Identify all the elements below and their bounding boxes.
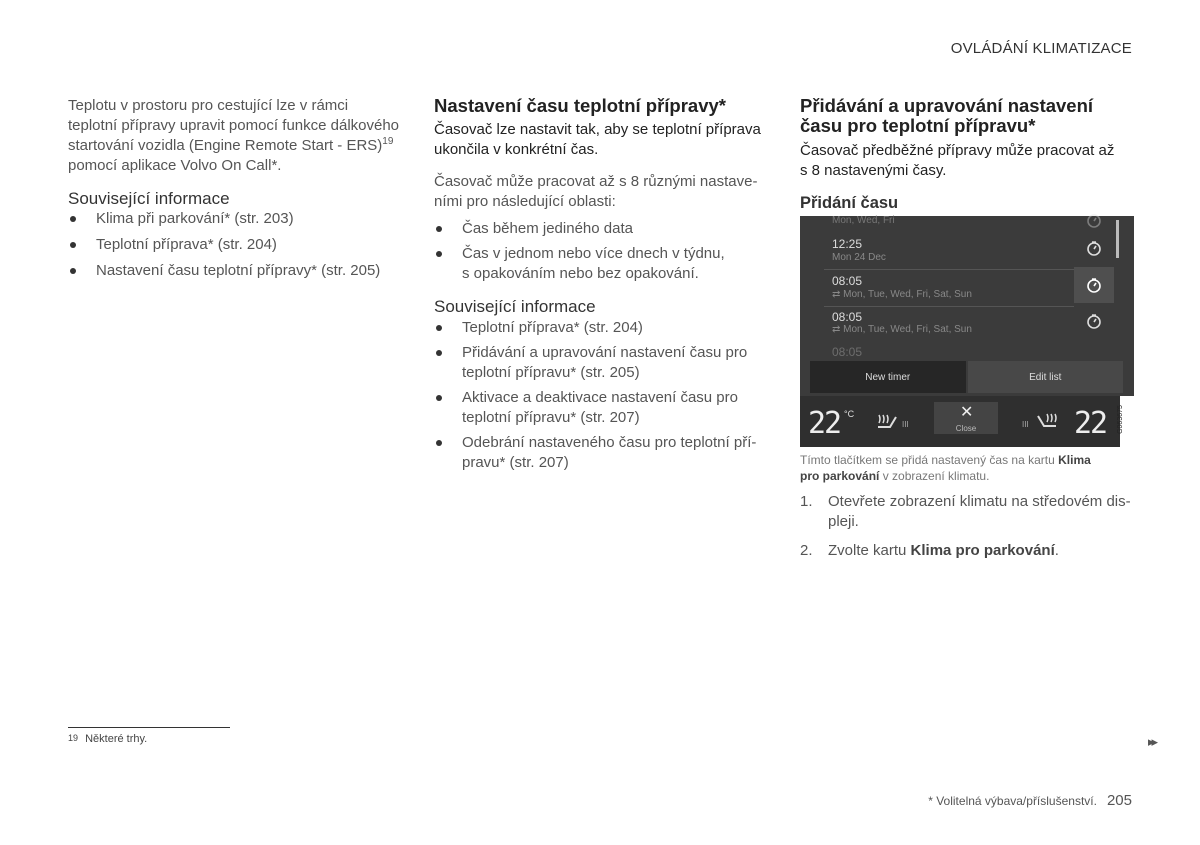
timer-time: 12:25 xyxy=(832,237,863,251)
temperature-right[interactable]: 22 xyxy=(1074,406,1107,441)
subtitle: Přidání času xyxy=(800,194,899,212)
related-link[interactable] xyxy=(434,343,764,383)
lead-line: s 8 nastavenými časy. xyxy=(800,162,947,179)
step-number: 1. xyxy=(800,493,813,510)
option-text: Čas během jediného data xyxy=(462,220,633,237)
related-link[interactable]: Klima při parkování* (str. 203) xyxy=(68,209,408,229)
footnote-number: 19 xyxy=(68,733,79,743)
section-title: Nastavení času teplotní přípravy* xyxy=(434,95,726,116)
climate-bar xyxy=(800,396,1134,447)
footnote xyxy=(68,733,147,745)
body-line: ními pro následující oblasti: xyxy=(434,193,616,210)
intro-line xyxy=(68,136,408,156)
footnote-ref: 19 xyxy=(382,136,394,147)
lead-line: Časovač předběžné přípravy může pracovat až xyxy=(800,142,1115,159)
caption-text: Tímto tlačítkem se přidá nastavený čas na kartu xyxy=(800,453,1059,467)
related-link[interactable] xyxy=(434,433,764,473)
footnote-divider xyxy=(68,727,230,728)
related-link[interactable]: Nastavení času teplotní přípravy* (str. 205) xyxy=(68,261,408,281)
option-item xyxy=(434,244,764,284)
timer-icon[interactable] xyxy=(1074,230,1114,266)
related-link[interactable] xyxy=(434,318,764,338)
new-timer-button[interactable]: New timer xyxy=(810,361,966,393)
timer-time: 08:05 xyxy=(832,345,863,359)
timer-days: Mon, Wed, Fri xyxy=(832,215,895,226)
related-link-text: teplotní přípravu* (str. 207) xyxy=(462,409,640,426)
option-text: s opakováním nebo bez opakování. xyxy=(462,265,699,282)
body-paragraph xyxy=(434,172,764,212)
close-button[interactable] xyxy=(934,402,998,434)
scrollbar[interactable] xyxy=(1116,220,1119,258)
close-label: Close xyxy=(955,424,977,433)
related-link-text: teplotní přípravu* (str. 205) xyxy=(462,364,640,381)
intro-line: Teplotu v prostoru pro cestující lze v rámci xyxy=(68,97,349,114)
lead-line: Časovač lze nastavit tak, aby se teplotní příprava xyxy=(434,121,761,138)
option-item xyxy=(434,219,764,239)
step-strong: Klima pro parkování xyxy=(910,542,1055,559)
intro-line: teplotní přípravy upravit pomocí funkce dálkového xyxy=(68,117,400,134)
body-line: Časovač může pracovat až s 8 různými nastave- xyxy=(434,173,758,190)
climate-screen-image xyxy=(800,216,1134,447)
divider xyxy=(824,306,1074,307)
step-text: pleji. xyxy=(828,513,859,530)
caption-strong: pro parkování xyxy=(800,469,880,483)
timer-days: Mon 24 Dec xyxy=(832,252,886,263)
related-list xyxy=(68,209,408,281)
step-text: Zvolte kartu xyxy=(828,542,911,559)
seat-level-right: III xyxy=(1022,420,1029,429)
image-code xyxy=(1116,396,1134,447)
related-title: Související informace xyxy=(68,189,230,208)
timer-time: 08:05 xyxy=(832,274,863,288)
section-title-line: času pro teplotní přípravu* xyxy=(800,115,1036,136)
page-number: 205 xyxy=(1106,792,1132,809)
option-text: Čas v jednom nebo více dnech v týdnu, xyxy=(462,245,725,262)
options-list xyxy=(434,219,764,284)
caption-text: v zobrazení klimatu. xyxy=(879,469,990,483)
temperature-unit: °C xyxy=(844,409,855,419)
optional-equipment-note: * Volitelná výbava/příslušenství. xyxy=(928,794,1097,808)
related-link[interactable] xyxy=(434,388,764,428)
lead-line: ukončila v konkrétní čas. xyxy=(434,141,599,158)
related-list xyxy=(434,318,764,473)
step-text: . xyxy=(1054,542,1059,559)
related-link[interactable]: Teplotní příprava* (str. 204) xyxy=(68,235,408,255)
step-number: 2. xyxy=(800,542,813,559)
related-link-text: pravu* (str. 207) xyxy=(462,454,569,471)
related-link-text: Přidávání a upravování nastavení času pro xyxy=(462,344,748,361)
timer-days: ⇄ Mon, Tue, Wed, Fri, Sat, Sun xyxy=(832,289,972,300)
intro-line: pomocí aplikace Volvo On Call*. xyxy=(68,157,282,174)
timer-icon[interactable] xyxy=(1074,267,1114,303)
seat-heat-icon[interactable] xyxy=(1034,410,1058,437)
step-item xyxy=(800,492,1135,532)
lead-paragraph xyxy=(800,141,1135,181)
timer-time: 08:05 xyxy=(832,310,863,324)
steps-list xyxy=(800,492,1135,561)
intro-paragraph xyxy=(68,96,408,176)
timer-button-bar xyxy=(810,361,1123,393)
related-title: Související informace xyxy=(434,297,596,316)
section-title-line: Přidávání a upravování nastavení xyxy=(800,95,1094,116)
page-footer xyxy=(928,792,1132,809)
intro-text: startování vozidla (Engine Remote Start - ERS) xyxy=(68,137,383,154)
close-icon: ✕ xyxy=(960,404,974,421)
temperature-left[interactable]: 22 xyxy=(808,406,841,441)
section-header: OVLÁDÁNÍ KLIMATIZACE xyxy=(950,40,1132,57)
footnote-text: Některé trhy. xyxy=(85,733,148,745)
seat-level-left: III xyxy=(902,420,909,429)
section-title xyxy=(800,96,1135,136)
image-caption xyxy=(800,452,1130,484)
timer-icon[interactable] xyxy=(1074,303,1114,339)
divider xyxy=(824,269,1074,270)
related-link-text: Odebrání nastaveného času pro teplotní pří- xyxy=(462,434,757,451)
seat-heat-icon[interactable] xyxy=(876,411,900,438)
lead-paragraph xyxy=(434,120,764,160)
next-page-icon[interactable]: ▸▸ xyxy=(1148,734,1156,749)
related-link-text: Aktivace a deaktivace nastavení času pro xyxy=(462,389,738,406)
caption-strong: Klima xyxy=(1058,453,1091,467)
step-text: Otevřete zobrazení klimatu na středovém dis- xyxy=(828,493,1131,510)
image-code-text: G063675 xyxy=(1116,405,1124,434)
edit-list-button[interactable]: Edit list xyxy=(968,361,1124,393)
step-item xyxy=(800,541,1135,561)
timer-days: ⇄ Mon, Tue, Wed, Fri, Sat, Sun xyxy=(832,324,972,335)
related-link-text: Teplotní příprava* (str. 204) xyxy=(462,319,643,336)
